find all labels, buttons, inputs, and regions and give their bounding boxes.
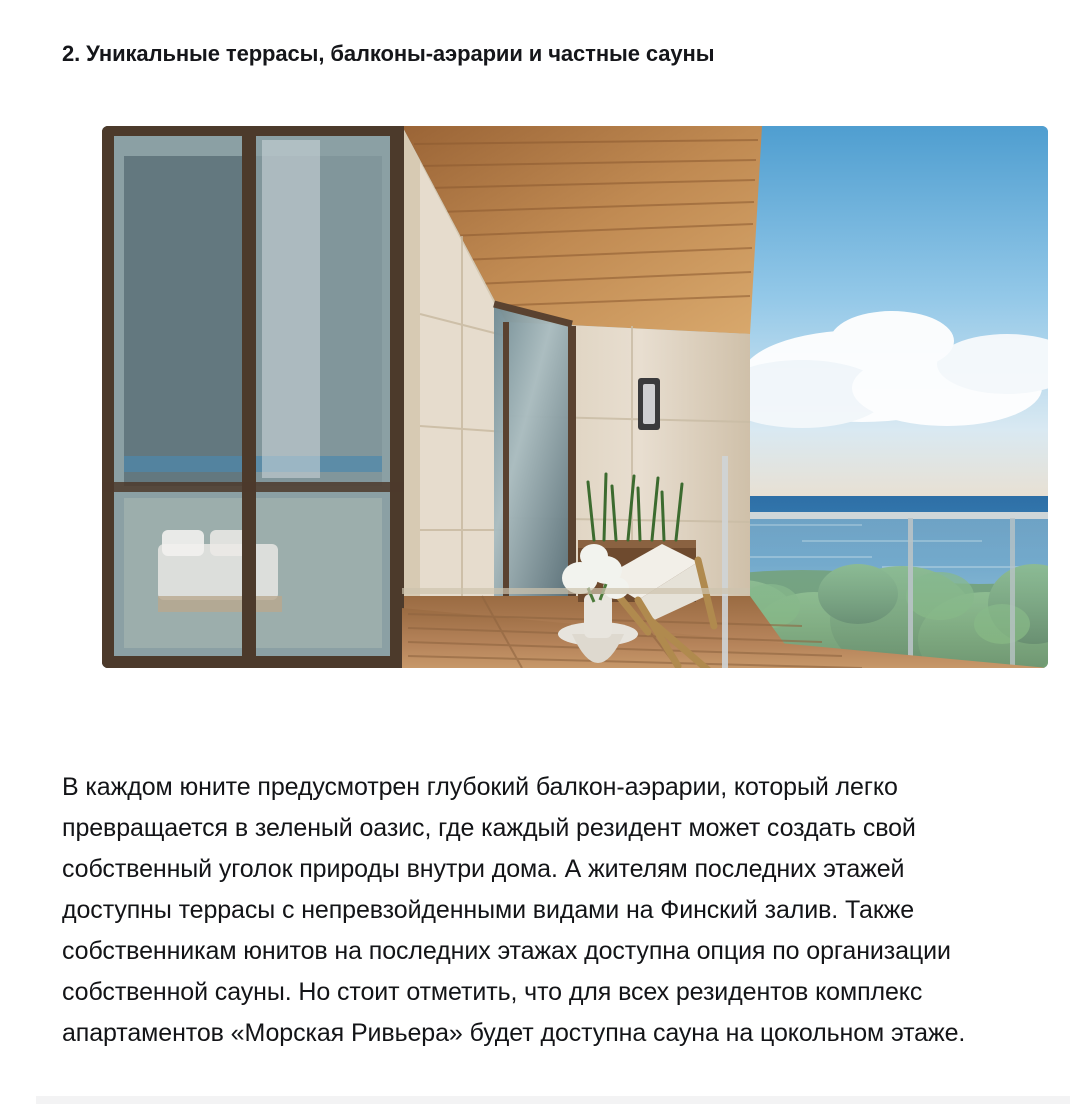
article-paragraph: В каждом юните предусмотрен глубокий балкон-аэрарии, который легко превращается в зеленый оазис, где каждый резидент может создать свой собственный уголок природы внутри дома. А жителям последних этажей доступны террасы с непревзойденными видами на Финский залив. Также собственникам юнитов на последних этажах доступна опция по организации собственной сауны. Но стоит отметить, что для всех резидентов комплекс апартаментов «Морская Ривьера» будет доступна сауна на цокольном этаже.: [62, 773, 966, 1047]
page-title: 2. Уникальные террасы, балконы-аэрарии и частные сауны: [62, 41, 715, 67]
page-bottom-shade: [36, 1096, 1070, 1104]
page-bottom-strip: [0, 1089, 1070, 1104]
balcony-illustration: [102, 126, 1048, 668]
article-image: [102, 126, 1048, 668]
